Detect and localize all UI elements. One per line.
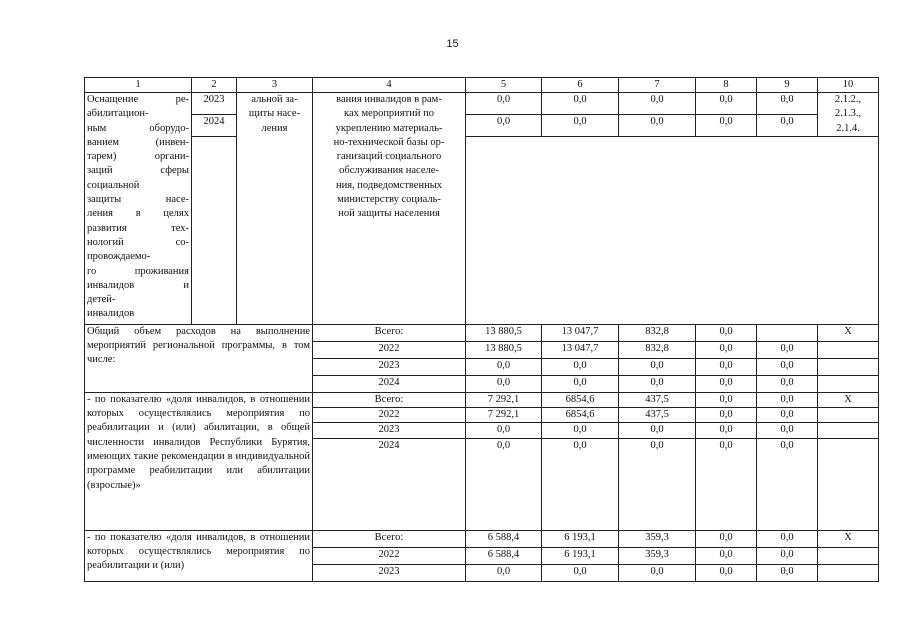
value-cell: 0,0	[757, 358, 818, 375]
col-header: 4	[313, 78, 466, 93]
col-header: 1	[85, 78, 192, 93]
indicator-ref-cell: 2.1.2., 2.1.3., 2.1.4.	[818, 93, 879, 137]
value-cell: 0,0	[757, 114, 818, 136]
row-label: Всего:	[313, 392, 466, 407]
value-cell: 0,0	[757, 438, 818, 530]
value-cell: 0,0	[542, 423, 619, 438]
row-label: Всего:	[313, 530, 466, 547]
value-cell: 6854,6	[542, 408, 619, 423]
equipping-row-filler	[85, 136, 879, 324]
executor-cell: альной за- щиты насе- ления	[237, 93, 313, 325]
value-cell: 0,0	[619, 375, 696, 392]
value-cell: 832,8	[619, 341, 696, 358]
value-cell: 13 880,5	[466, 341, 542, 358]
value-cell: 0,0	[696, 547, 757, 564]
value-cell: 0,0	[757, 423, 818, 438]
value-cell: 0,0	[696, 438, 757, 530]
row-label: 2022	[313, 408, 466, 423]
total-row-all	[85, 324, 879, 341]
row-label: 2024	[313, 438, 466, 530]
adults-row-all	[85, 392, 879, 407]
activity-name-cell: Оснащение ре- абилитацион- ным оборудо- ванием (инвен- тарем) органи- заций сферы социальной защиты насе- ления в целях развития тех- нологий со- провождаемо- го проживания инвалидов и детей- инвалидов	[85, 93, 192, 325]
row-label: 2022	[313, 341, 466, 358]
value-cell	[818, 358, 879, 375]
value-cell: 0,0	[757, 530, 818, 547]
value-cell: 0,0	[696, 324, 757, 341]
value-cell: 0,0	[696, 375, 757, 392]
value-cell: 359,3	[619, 547, 696, 564]
result-description-cell: вания инвалидов в рам- ках мероприятий по укреплению материаль- но-технической базы ор- ганизаций социального обслуживания населе- ния, подведомственных министерству социаль- ной защиты населения	[313, 93, 466, 325]
value-cell: 0,0	[542, 114, 619, 136]
value-cell: 0,0	[757, 341, 818, 358]
value-cell: 0,0	[696, 93, 757, 115]
row-label: Всего:	[313, 324, 466, 341]
value-cell: 0,0	[466, 358, 542, 375]
indicator-label-cell: - по показателю «доля инвалидов, в отношении которых осуществлялись мероприятия по реабилитации и (или)	[85, 530, 313, 581]
col-header: 9	[757, 78, 818, 93]
value-cell: 13 047,7	[542, 341, 619, 358]
col-header: 10	[818, 78, 879, 93]
value-cell: 0,0	[466, 423, 542, 438]
value-cell: 0,0	[619, 423, 696, 438]
row-label: 2022	[313, 547, 466, 564]
total-label-cell: Общий объем расходов на выполнение мероприятий региональной программы, в том числе:	[85, 324, 313, 392]
value-cell: 0,0	[466, 93, 542, 115]
row-label: 2023	[313, 358, 466, 375]
value-cell: 0,0	[757, 564, 818, 581]
value-cell: 6854,6	[542, 392, 619, 407]
value-cell: 13 880,5	[466, 324, 542, 341]
value-cell: 0,0	[696, 564, 757, 581]
year-cell: 2024	[192, 114, 237, 136]
value-cell: 7 292,1	[466, 392, 542, 407]
value-cell: 437,5	[619, 408, 696, 423]
col-header: 3	[237, 78, 313, 93]
value-cell: 0,0	[696, 408, 757, 423]
value-cell: 6 193,1	[542, 547, 619, 564]
value-cell: 0,0	[466, 564, 542, 581]
value-cell: 0,0	[542, 438, 619, 530]
row-label: 2023	[313, 423, 466, 438]
value-cell: 0,0	[757, 547, 818, 564]
value-cell: 0,0	[466, 438, 542, 530]
value-cell: 0,0	[696, 114, 757, 136]
row-label: 2023	[313, 564, 466, 581]
value-cell: 437,5	[619, 392, 696, 407]
value-cell: 0,0	[542, 564, 619, 581]
value-cell: 6 588,4	[466, 547, 542, 564]
equipping-row-2023	[85, 93, 879, 115]
expenditure-table	[84, 77, 879, 582]
value-cell	[818, 547, 879, 564]
value-cell: Х	[818, 392, 879, 407]
empty-cell	[192, 136, 237, 324]
value-cell: 0,0	[757, 408, 818, 423]
value-cell: 7 292,1	[466, 408, 542, 423]
value-cell	[757, 324, 818, 341]
value-cell: Х	[818, 324, 879, 341]
value-cell	[818, 564, 879, 581]
value-cell: 0,0	[757, 392, 818, 407]
value-cell: 0,0	[696, 358, 757, 375]
col-header: 8	[696, 78, 757, 93]
value-cell: 13 047,7	[542, 324, 619, 341]
value-cell: 6 588,4	[466, 530, 542, 547]
third-row-all	[85, 530, 879, 547]
row-label: 2024	[313, 375, 466, 392]
equipping-row-2024	[85, 114, 879, 136]
value-cell: Х	[818, 530, 879, 547]
column-number-row	[85, 78, 879, 93]
value-cell: 0,0	[619, 93, 696, 115]
value-cell: 0,0	[757, 93, 818, 115]
year-cell: 2023	[192, 93, 237, 115]
value-cell	[818, 408, 879, 423]
value-cell: 0,0	[619, 114, 696, 136]
value-cell: 0,0	[757, 375, 818, 392]
col-header: 5	[466, 78, 542, 93]
value-cell: 0,0	[542, 358, 619, 375]
value-cell: 0,0	[619, 564, 696, 581]
indicator-label-cell: - по показателю «доля инвалидов, в отношении которых осуществлялись мероприятия по реабилитации и (или) абилитации, в общей численности инвалидов Республики Бурятия, имеющих такие рекомендации в индивидуальной программе реабилитации или абилитации (взрослые)»	[85, 392, 313, 530]
value-cell: 0,0	[619, 358, 696, 375]
value-cell: 0,0	[466, 375, 542, 392]
value-cell: 0,0	[542, 375, 619, 392]
col-header: 7	[619, 78, 696, 93]
value-cell: 0,0	[696, 341, 757, 358]
page-number: 15	[446, 38, 459, 50]
value-cell: 0,0	[696, 392, 757, 407]
col-header: 6	[542, 78, 619, 93]
value-cell: 0,0	[696, 423, 757, 438]
value-cell	[818, 423, 879, 438]
value-cell: 0,0	[696, 530, 757, 547]
value-cell	[818, 438, 879, 530]
value-cell: 359,3	[619, 530, 696, 547]
value-cell	[818, 341, 879, 358]
value-cell: 0,0	[542, 93, 619, 115]
col-header: 2	[192, 78, 237, 93]
value-cell: 0,0	[619, 438, 696, 530]
empty-cell	[466, 136, 879, 324]
value-cell: 0,0	[466, 114, 542, 136]
value-cell: 6 193,1	[542, 530, 619, 547]
value-cell: 832,8	[619, 324, 696, 341]
value-cell	[818, 375, 879, 392]
